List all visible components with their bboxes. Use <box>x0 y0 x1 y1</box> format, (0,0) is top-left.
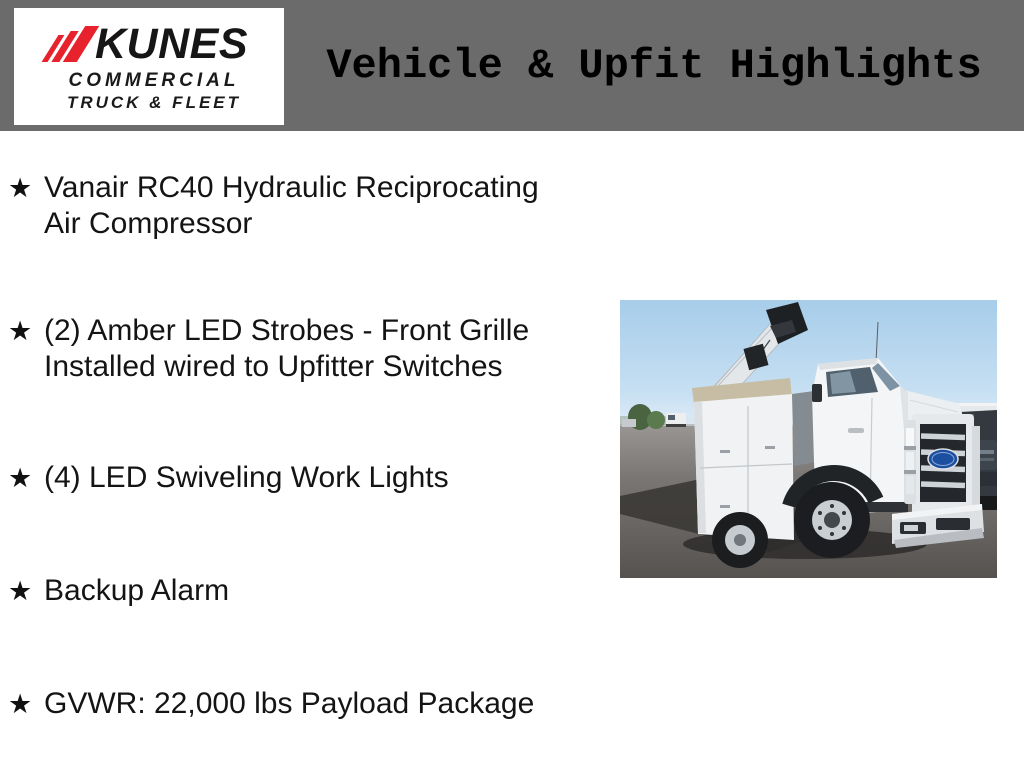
page-title: Vehicle & Upfit Highlights <box>326 41 982 90</box>
bullet-line: Air Compressor <box>44 207 253 240</box>
bullet-line: Vanair RC40 Hydraulic Reciprocating <box>44 171 539 204</box>
bullet-line: (2) Amber LED Strobes - Front Grille <box>44 314 530 347</box>
star-bullet-icon: ★ <box>8 173 33 203</box>
bullet-text <box>44 313 529 385</box>
star-bullet-icon: ★ <box>8 463 33 493</box>
bullet-text <box>44 170 539 242</box>
bullet-text <box>44 460 449 496</box>
bullet-line: GVWR: 22,000 lbs Payload Package <box>44 687 535 720</box>
logo-subline-truck-fleet: TRUCK & FLEET <box>66 92 242 112</box>
logo-stripes-icon <box>50 26 88 62</box>
star-bullet-icon: ★ <box>8 316 33 346</box>
logo-subline-commercial: COMMERCIAL <box>68 69 240 91</box>
star-bullet-icon: ★ <box>8 576 33 606</box>
bullet-item-strobes <box>8 313 529 385</box>
bullet-text <box>44 573 229 609</box>
star-bullet-icon: ★ <box>8 689 33 719</box>
logo-brand-name: KUNES <box>94 19 249 68</box>
bullet-item-gvwr <box>8 686 534 722</box>
bullet-item-compressor <box>8 170 539 242</box>
bullet-line: Installed wired to Upfitter Switches <box>44 350 503 383</box>
bullet-item-backup-alarm <box>8 573 229 609</box>
bullet-item-work-lights <box>8 460 449 496</box>
logo-brand-row <box>50 19 249 68</box>
header-band <box>0 0 1024 131</box>
kunes-logo <box>14 8 284 125</box>
bullet-line: Backup Alarm <box>44 574 230 607</box>
vehicle-photo <box>620 300 997 578</box>
bullet-line: (4) LED Swiveling Work Lights <box>44 461 449 494</box>
bullet-text <box>44 686 534 722</box>
